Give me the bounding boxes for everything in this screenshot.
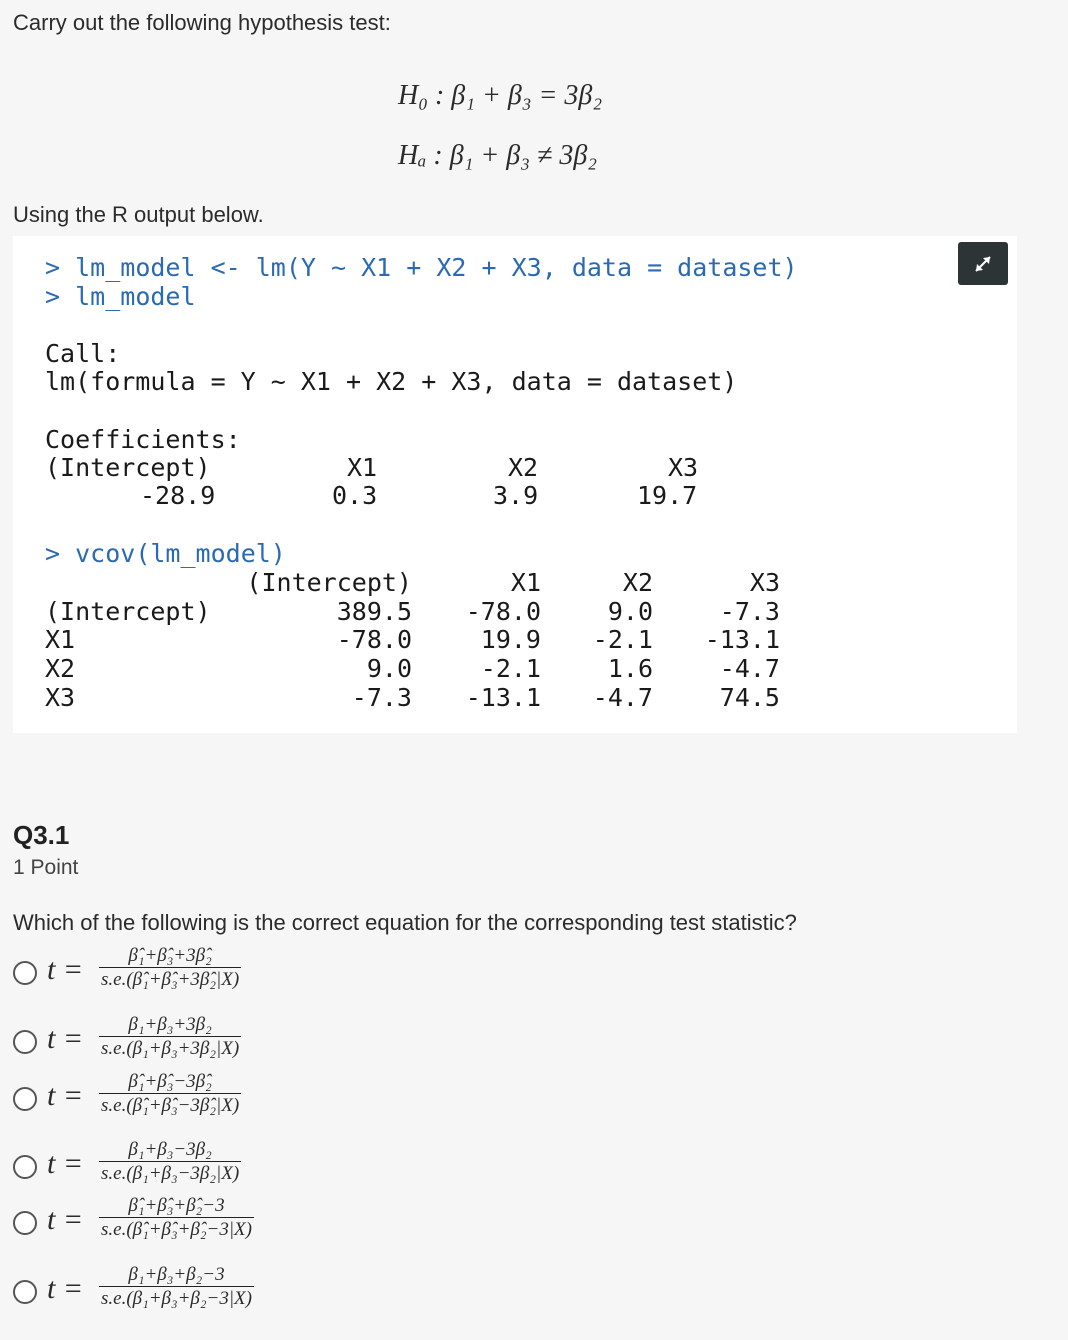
coef-header-intercept: (Intercept) [45,453,211,482]
option-numerator: β̂₁+β̂₃+β̂₂−3 [128,1195,225,1216]
option-lhs: t = [47,1022,84,1055]
radio-button[interactable] [13,1155,37,1179]
option-denominator: s.e.(β₁+β₃+3β₂|X) [101,1038,240,1059]
r-output-block [13,236,1017,733]
option-denominator: s.e.(β̂₁+β̂₃−3β̂₂|X) [101,1095,240,1116]
option-lhs: t = [47,953,84,986]
coef-header-x2: X2 [508,453,539,482]
vcov-cell: -78.0 [336,625,412,654]
code-line-vcov [45,540,286,568]
option-fraction [99,1071,241,1117]
option-numerator: β₁+β₃+β₂−3 [128,1264,225,1285]
vcov-cell: 74.5 [719,683,780,712]
vcov-header-x3: X3 [749,568,780,597]
option-numerator: β̂₁+β̂₃−3β̂₂ [128,1071,212,1092]
vcov-header-x1: X1 [510,568,541,597]
coef-value-x1: 0.3 [332,481,378,510]
option-lhs: t = [47,1203,84,1236]
coef-value-x2: 3.9 [493,481,539,510]
coef-header-x1: X1 [347,453,378,482]
vcov-row-label: X1 [45,625,76,654]
option-denominator: s.e.(β₁+β₃−3β₂|X) [101,1163,240,1184]
vcov-cell: 389.5 [336,597,412,626]
option-numerator: β₁+β₃−3β₂ [128,1139,212,1160]
question-points: 1 Point [13,856,79,879]
question-text: Which of the following is the correct equation for the corresponding test statistic? [13,910,797,935]
code-line-2 [45,283,196,311]
vcov-header-x2: X2 [622,568,653,597]
command-print-model: lm_model [75,282,196,311]
vcov-cell: -13.1 [704,625,780,654]
call-label: Call: [45,339,121,368]
vcov-cell: -13.1 [465,683,541,712]
using-text: Using the R output below. [13,202,264,227]
vcov-cell: 9.0 [366,654,412,683]
vcov-cell: -7.3 [351,683,412,712]
coef-value-intercept: -28.9 [140,481,216,510]
prompt-symbol: > [45,253,61,282]
vcov-row-label: (Intercept) [45,597,211,626]
radio-button[interactable] [13,1280,37,1304]
option-lhs: t = [47,1272,84,1305]
null-hypothesis: H₀ : β₁ + β₃ = 3β₂ [398,80,603,111]
code-line-1 [45,254,798,282]
vcov-cell: 1.6 [607,654,653,683]
option-fraction [99,1014,241,1060]
option-lhs: t = [47,1079,84,1112]
option-fraction [99,1264,254,1310]
option-denominator: s.e.(β₁+β₃+β₂−3|X) [101,1288,252,1309]
radio-button[interactable] [13,1030,37,1054]
vcov-row-label: X2 [45,654,76,683]
option-fraction [99,945,241,991]
option-fraction [99,1139,241,1185]
option-numerator: β₁+β₃+3β₂ [128,1014,212,1035]
option-denominator: s.e.(β̂₁+β̂₃+β̂₂−3|X) [101,1219,252,1240]
vcov-cell: -7.3 [719,597,780,626]
vcov-row-label: X3 [45,683,76,712]
alternative-hypothesis: Hₐ : β₁ + β₃ ≠ 3β₂ [398,140,598,171]
command-lm: lm_model <- lm(Y ~ X1 + X2 + X3, data = dataset) [75,253,798,282]
expand-button[interactable] [958,242,1008,285]
radio-button[interactable] [13,961,37,985]
coefficients-label: Coefficients: [45,425,241,454]
option-lhs: t = [47,1147,84,1180]
vcov-cell: 9.0 [607,597,653,626]
radio-button[interactable] [13,1087,37,1111]
option-denominator: s.e.(β̂₁+β̂₃+3β̂₂|X) [101,969,240,990]
option-numerator: β̂₁+β̂₃+3β̂₂ [128,945,212,966]
vcov-header-intercept: (Intercept) [246,568,412,597]
option-fraction [99,1195,254,1241]
question-title: Q3.1 [13,820,70,850]
vcov-cell: -4.7 [592,683,653,712]
vcov-cell: 19.9 [480,625,541,654]
coef-value-x3: 19.7 [637,481,698,510]
prompt-symbol: > [45,539,61,568]
prompt-symbol: > [45,282,61,311]
vcov-cell: -4.7 [719,654,780,683]
call-formula: lm(formula = Y ~ X1 + X2 + X3, data = dataset) [45,367,738,396]
expand-arrows-icon [972,253,994,275]
command-vcov: vcov(lm_model) [75,539,286,568]
radio-button[interactable] [13,1211,37,1235]
intro-text: Carry out the following hypothesis test: [13,10,391,35]
vcov-cell: -78.0 [465,597,541,626]
coef-header-x3: X3 [668,453,699,482]
vcov-cell: -2.1 [480,654,541,683]
vcov-cell: -2.1 [592,625,653,654]
